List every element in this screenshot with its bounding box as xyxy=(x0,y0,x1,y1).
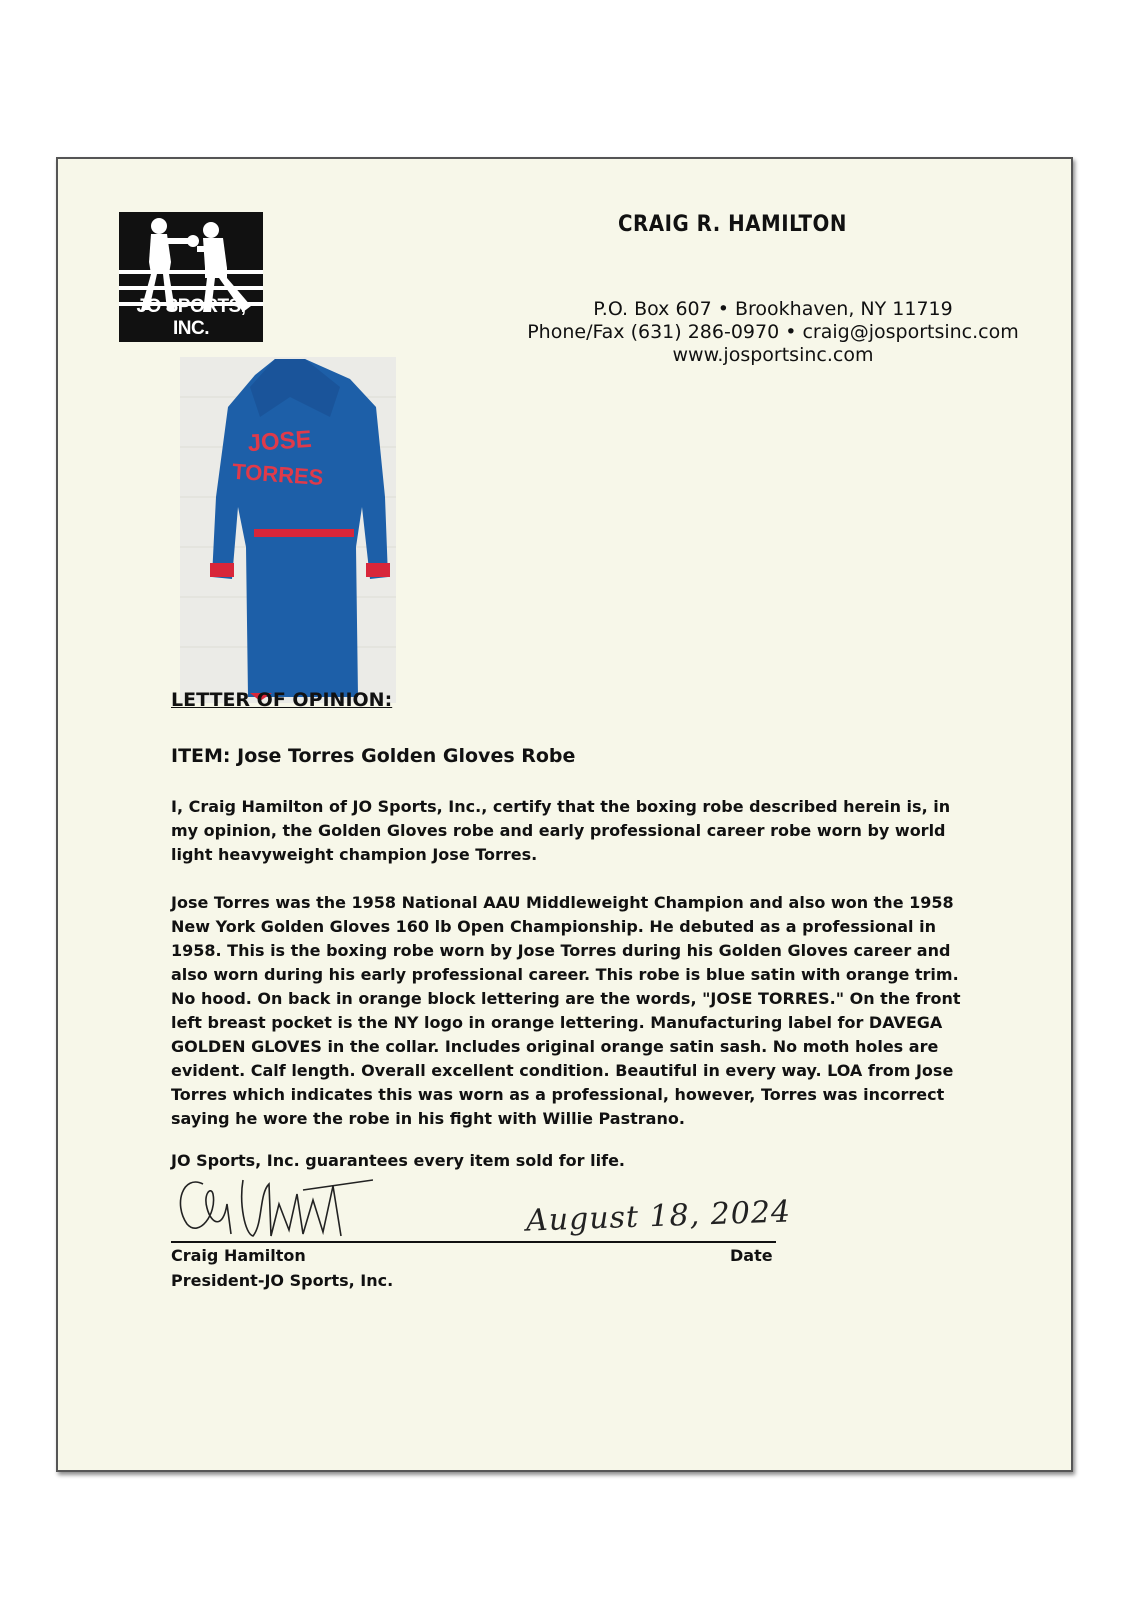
signature-line xyxy=(171,1241,776,1243)
robe-lettering-bottom: TORRES xyxy=(231,458,325,490)
robe-lettering-top: JOSE xyxy=(246,425,313,458)
certification-paragraph: I, Craig Hamilton of JO Sports, Inc., certify that the boxing robe described herein is, in my opinion, the Golden Gloves robe and early professional career robe worn by world light heavyweight champion Jose Torres. xyxy=(171,797,951,864)
letter-page xyxy=(56,157,1073,1472)
letterhead-website: www.josportsinc.com xyxy=(672,344,874,366)
letterhead-contact: Phone/Fax (631) 286-0970 • craig@josportsinc.com xyxy=(527,321,1019,343)
signer-title: President-JO Sports, Inc. xyxy=(171,1271,394,1290)
jo-sports-logo xyxy=(119,212,263,342)
letterhead-name: CRAIG R. HAMILTON xyxy=(618,212,847,237)
signature-icon xyxy=(173,1164,373,1244)
handwritten-date: August 18, 2024 xyxy=(525,1194,792,1239)
description-paragraph: Jose Torres was the 1958 National AAU Middleweight Champion and also won the 1958 New York Golden Gloves 160 lb Open Championship. He debuted as a professional in 1958. This is the boxing robe worn by Jose Torres during his Golden Gloves career and also worn during his early professional career. This robe is blue satin with orange trim. No hood. On back in orange block lettering are the words, "JOSE TORRES." On the front left breast pocket is the NY logo in orange lettering. Manufacturing label for DAVEGA GOLDEN GLOVES in the collar. Includes original orange satin sash. No moth holes are evident. Calf length. Overall excellent condition. Beautiful in every way. LOA from Jose Torres which indicates this was worn as a professional, however, Torres was incorrect saying he wore the robe in his fight with Willie Pastrano. xyxy=(171,893,961,1128)
letter-heading: LETTER OF OPINION: xyxy=(171,689,393,711)
logo-text: JO SPORTS, INC. xyxy=(136,296,246,339)
signer-name: Craig Hamilton xyxy=(171,1246,306,1265)
letterhead-address: P.O. Box 607 • Brookhaven, NY 11719 xyxy=(593,298,953,320)
guarantee-paragraph: JO Sports, Inc. guarantees every item sold for life. xyxy=(171,1151,625,1170)
robe-photo xyxy=(180,357,396,703)
date-label: Date xyxy=(730,1246,773,1265)
item-line: ITEM: Jose Torres Golden Gloves Robe xyxy=(171,745,576,767)
